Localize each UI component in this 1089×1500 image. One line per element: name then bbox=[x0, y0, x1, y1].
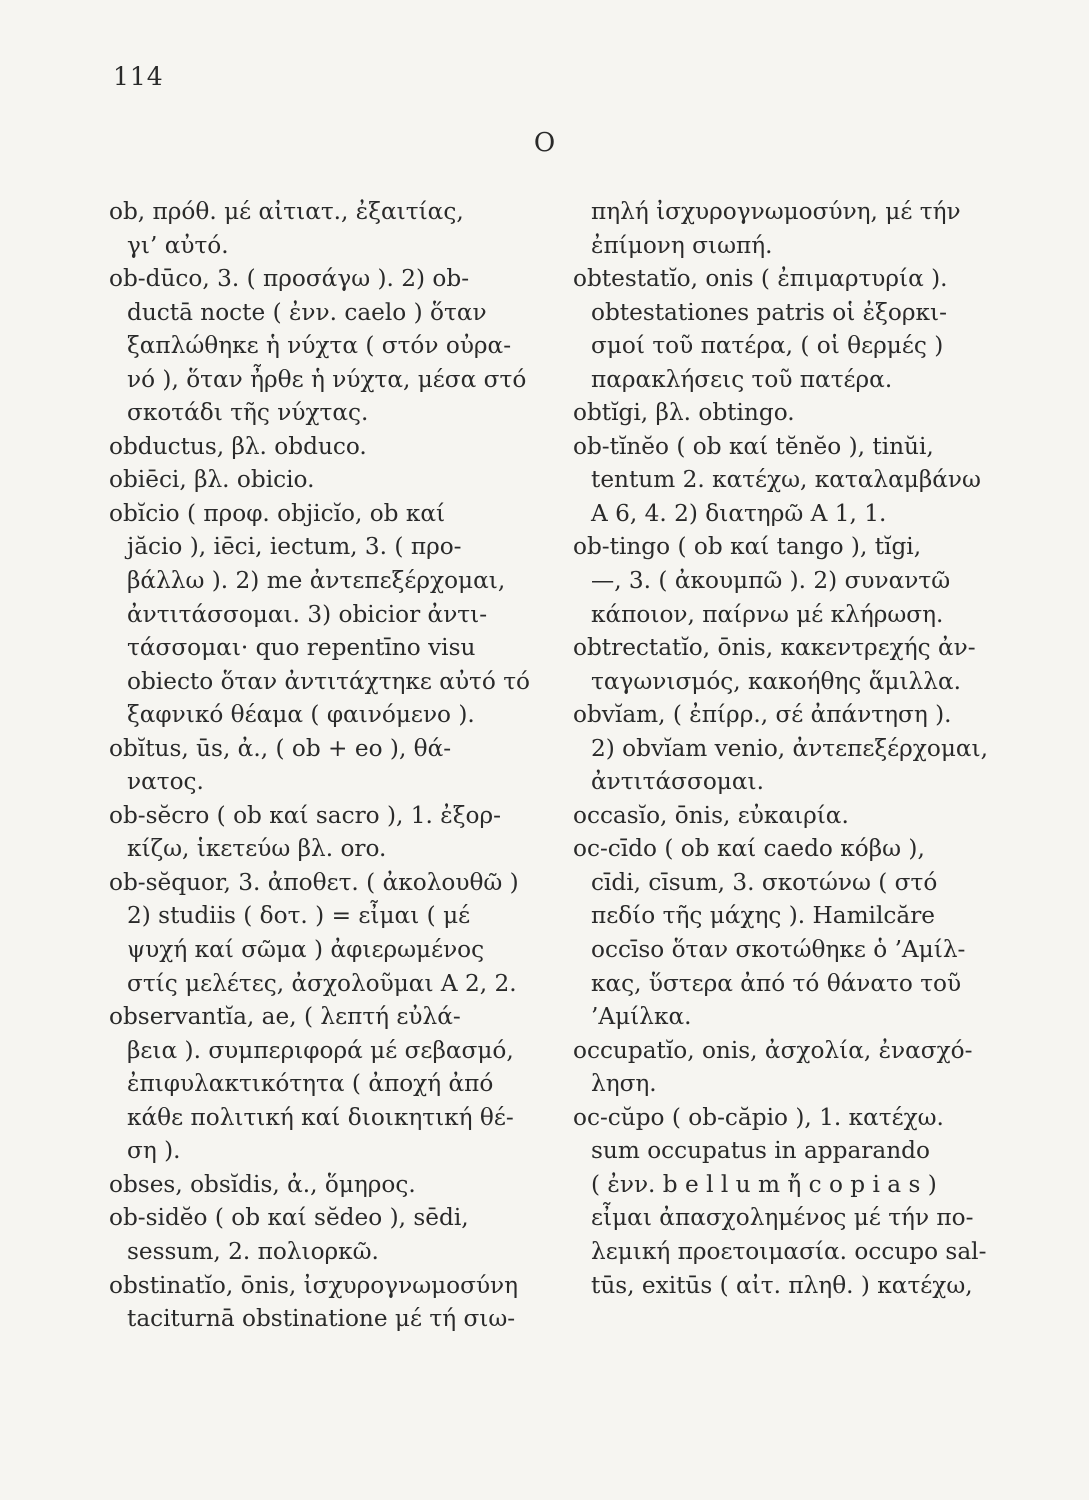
right-column bbox=[573, 195, 1011, 1302]
entry-line: ἐπιφυλακτικότητα ( ἀποχή ἀπό bbox=[127, 1070, 494, 1098]
entry-line: πεδίο τῆς μάχης ). Hamilcăre bbox=[591, 902, 936, 930]
entry-line: obvĭam, ( ἐπίρρ., σέ ἀπάντηση ). bbox=[573, 701, 952, 729]
entry-line: σκοτάδι τῆς νύχτας. bbox=[127, 399, 369, 427]
left-column bbox=[109, 195, 549, 1336]
entry-line: νό ), ὅταν ἦρθε ἡ νύχτα, μέσα στό bbox=[127, 365, 527, 393]
entry-line: ’Αμίλκα. bbox=[591, 1003, 692, 1031]
entry-line: ξαπλώθηκε ἡ νύχτα ( στόν οὐρα- bbox=[127, 332, 512, 360]
entry-line: 2) studiis ( δοτ. ) = εἶμαι ( μέ bbox=[127, 902, 471, 930]
entry-line: τάσσομαι· quo repentīno visu bbox=[127, 634, 476, 662]
entry-line: obtĭgi, βλ. obtingo. bbox=[573, 399, 795, 427]
entry-line: ductā nocte ( ἐνν. caelo ) ὅταν bbox=[127, 298, 487, 326]
entry-line: ἀντιτάσσομαι. bbox=[591, 768, 764, 796]
entry-line: ἐπίμονη σιωπή. bbox=[591, 231, 773, 259]
entry-line: occīso ὅταν σκοτώθηκε ὁ ’Αμίλ- bbox=[591, 936, 966, 964]
entry-line: obtestationes patris οἱ ἐξορκι- bbox=[591, 298, 947, 326]
entry-line: λεμική προετοιμασία. occupo sal- bbox=[591, 1237, 987, 1265]
entry-line: ψυχή καί σῶμα ) ἀφιερωμένος bbox=[127, 936, 485, 964]
entry-line: obĭcio ( προφ. objicĭo, ob καί bbox=[109, 499, 446, 527]
entry-line: ob-sĕquor, 3. ἀποθετ. ( ἀκολουθῶ ) bbox=[109, 868, 519, 896]
entry-line: observantĭa, ae, ( λεπτή εὐλά- bbox=[109, 1003, 461, 1031]
entry-line: taciturnā obstinatione μέ τή σιω- bbox=[127, 1305, 516, 1333]
entry-line: στίς μελέτες, ἀσχολοῦμαι A 2, 2. bbox=[127, 969, 517, 997]
entry-line: obĭtus, ūs, ἀ., ( ob + eo ), θά- bbox=[109, 734, 452, 762]
entry-line: obtrectatĭo, ōnis, κακεντρεχής ἀν- bbox=[573, 634, 976, 662]
entry-line: νατος. bbox=[127, 768, 204, 796]
entry-line: obiecto ὅταν ἀντιτάχτηκε αὐτό τό bbox=[127, 667, 530, 695]
entry-line: κάποιον, παίρνω μέ κλήρωση. bbox=[591, 600, 944, 628]
entry-line: ταγωνισμός, κακοήθης ἅμιλλα. bbox=[591, 667, 961, 695]
entry-line: —, 3. ( ἀκουμπῶ ). 2) συναντῶ bbox=[591, 567, 951, 595]
entry-line: παρακλήσεις τοῦ πατέρα. bbox=[591, 365, 893, 393]
entry-line: 2) obvĭam venio, ἀντεπεξέρχομαι, bbox=[591, 734, 989, 762]
page-number: 114 bbox=[113, 62, 164, 91]
entry-line: occupatĭo, onis, ἀσχολία, ἐνασχό- bbox=[573, 1036, 973, 1064]
section-letter: O bbox=[533, 128, 556, 158]
entry-line: obses, obsĭdis, ἀ., ὅμηρος. bbox=[109, 1170, 416, 1198]
entry-line: σμοί τοῦ πατέρα, ( οἱ θερμές ) bbox=[591, 332, 944, 360]
entry-line: ξαφνικό θέαμα ( φαινόμενο ). bbox=[127, 701, 475, 729]
entry-line: A 6, 4. 2) διατηρῶ A 1, 1. bbox=[591, 499, 887, 527]
entry-line: ob-sidĕo ( ob καί sĕdeo ), sēdi, bbox=[109, 1204, 469, 1232]
entry-line: obstinatĭo, ōnis, ἰσχυρογνωμοσύνη bbox=[109, 1271, 519, 1299]
entry-line: ob-tĭnĕo ( ob καί tĕnĕo ), tinŭi, bbox=[573, 432, 934, 460]
entry-line: oc-cīdo ( ob καί caedo κόβω ), bbox=[573, 835, 925, 863]
entry-line: obtestatĭo, onis ( ἐπιμαρτυρία ). bbox=[573, 265, 948, 293]
entry-line: βάλλω ). 2) me ἀντεπεξέρχομαι, bbox=[127, 567, 506, 595]
entry-line: κίζω, ἱκετεύω βλ. oro. bbox=[127, 835, 387, 863]
entry-line: occasĭo, ōnis, εὐκαιρία. bbox=[573, 801, 849, 829]
entry-line: ση ). bbox=[127, 1137, 181, 1165]
entry-line: βεια ). συμπεριφορά μέ σεβασμό, bbox=[127, 1036, 514, 1064]
entry-line: ἀντιτάσσομαι. 3) obicior ἀντι- bbox=[127, 600, 488, 628]
entry-line: jăcio ), iēci, iectum, 3. ( προ- bbox=[127, 533, 462, 561]
entry-line: oc-cŭpo ( ob-căpio ), 1. κατέχω. bbox=[573, 1103, 944, 1131]
entry-line: εἶμαι ἀπασχολημένος μέ τήν πο- bbox=[591, 1204, 974, 1232]
entry-line: obductus, βλ. obduco. bbox=[109, 432, 367, 460]
entry-line: sum occupatus in apparando bbox=[591, 1137, 930, 1165]
entry-line: tentum 2. κατέχω, καταλαμβάνω bbox=[591, 466, 981, 494]
entry-line: sessum, 2. πολιορκῶ. bbox=[127, 1237, 379, 1265]
entry-line: γι’ αὐτό. bbox=[127, 231, 229, 259]
entry-line: tūs, exitūs ( αἰτ. πληθ. ) κατέχω, bbox=[591, 1271, 973, 1299]
entry-line: ληση. bbox=[591, 1070, 657, 1098]
entry-line: cīdi, cīsum, 3. σκοτώνω ( στό bbox=[591, 868, 938, 896]
entry-line: ob-sĕcro ( ob καί sacro ), 1. ἐξορ- bbox=[109, 801, 501, 829]
entry-line: κάθε πολιτική καί διοικητική θέ- bbox=[127, 1103, 514, 1131]
entry-line: πηλή ἰσχυρογνωμοσύνη, μέ τήν bbox=[591, 198, 961, 225]
entry-line: ob, πρόθ. μέ αἰτιατ., ἐξαιτίας, bbox=[109, 198, 464, 225]
entry-line: κας, ὕστερα ἀπό τό θάνατο τοῦ bbox=[591, 969, 962, 997]
entry-line: ob-dūco, 3. ( προσάγω ). 2) ob- bbox=[109, 265, 470, 293]
entry-line: ( ἐνν. b e l l u m ἤ c o p i a s ) bbox=[591, 1170, 937, 1198]
entry-line: obiēci, βλ. obicio. bbox=[109, 466, 315, 494]
entry-line: ob-tingo ( ob καί tango ), tĭgi, bbox=[573, 533, 922, 561]
